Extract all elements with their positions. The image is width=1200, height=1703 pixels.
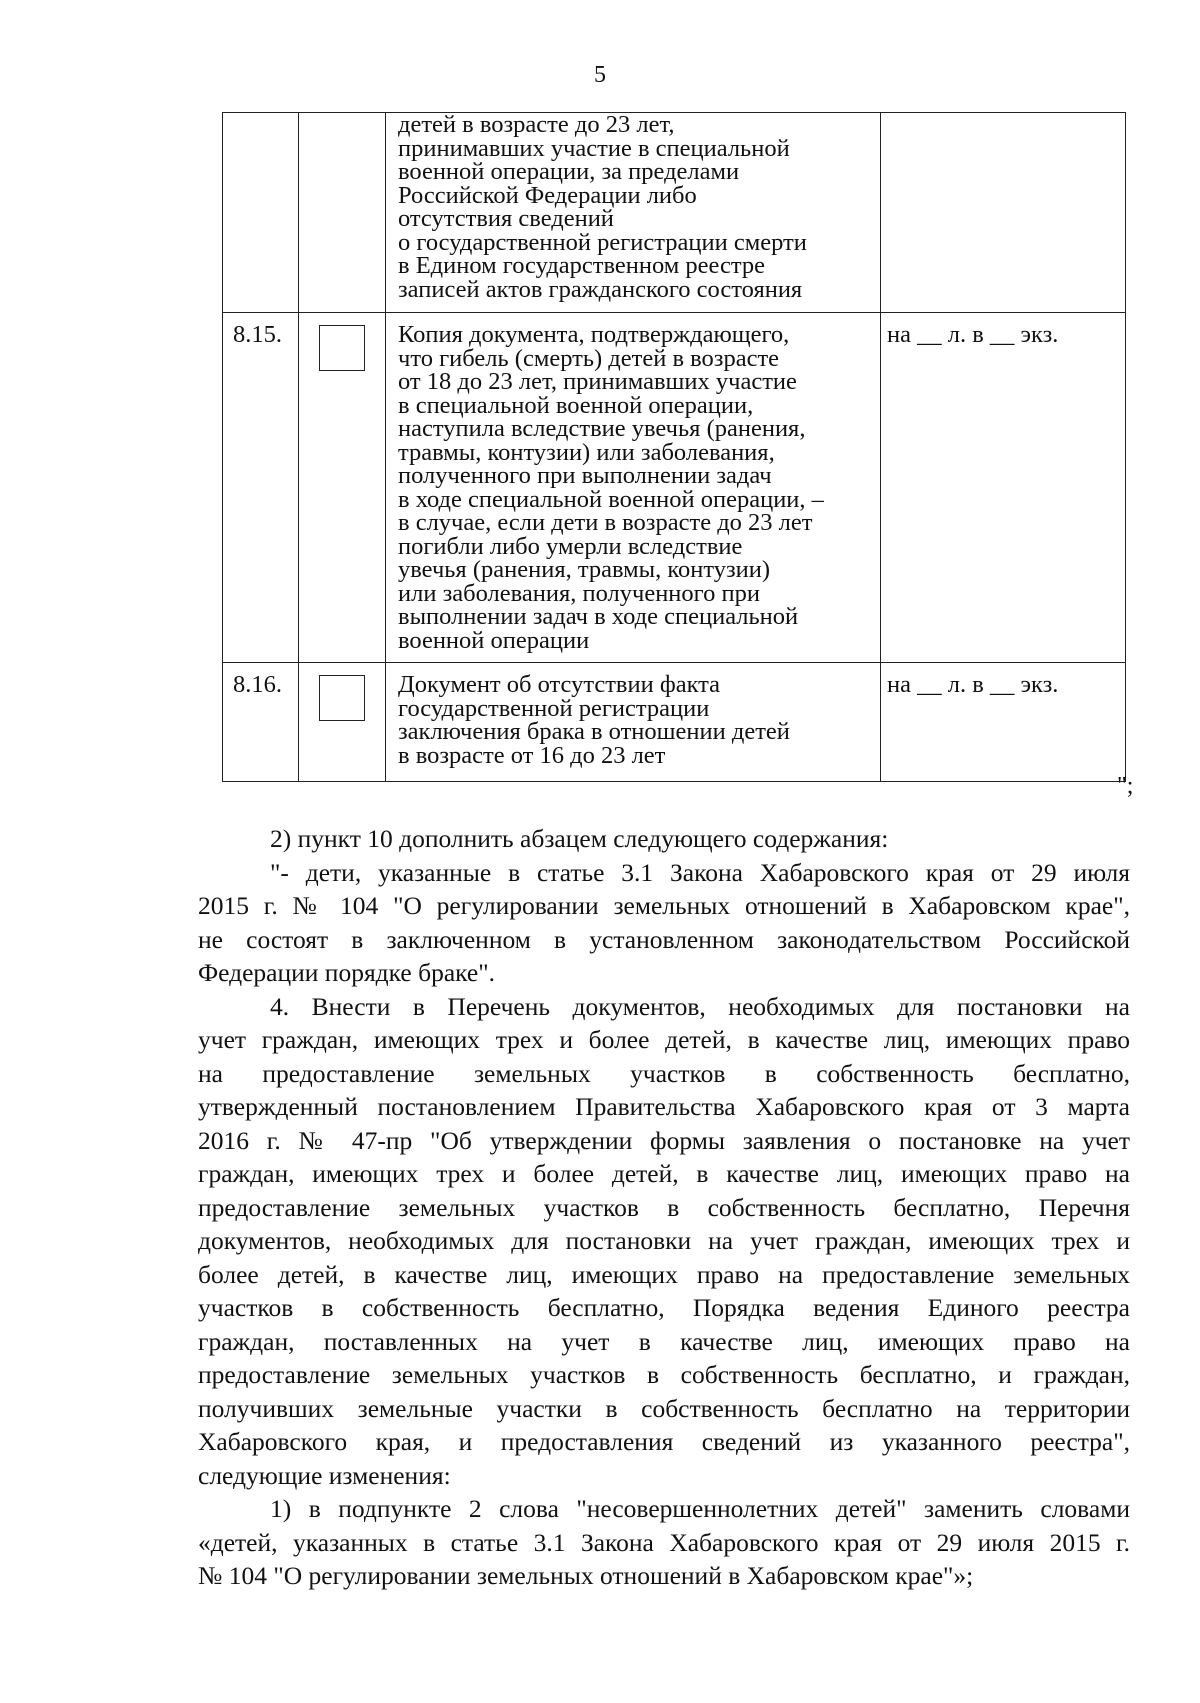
paragraph-line: на предоставление земельных участков в собственность бесплатно, bbox=[198, 1058, 1130, 1088]
amendment-text bbox=[198, 822, 1130, 1593]
paragraph-line: граждан, поставленных на учет в качестве лиц, имеющих право на bbox=[198, 1326, 1130, 1356]
paragraph-line: № 104 "О регулировании земельных отношений в Хабаровском крае"»; bbox=[198, 1561, 974, 1590]
paragraph-line: Хабаровского края, и предоставления сведений из указанного реестра", bbox=[198, 1427, 1130, 1456]
description-line: принимавших участие в специальной bbox=[398, 134, 790, 162]
document-checkbox[interactable] bbox=[319, 675, 365, 721]
paragraph-line: учет граждан, имеющих трех и более детей, в качестве лиц, имеющих право bbox=[198, 1025, 1130, 1054]
description-line: о государственной регистрации смерти bbox=[398, 228, 807, 256]
paragraph-line: граждан, имеющих трех и более детей, в качестве лиц, имеющих право на bbox=[198, 1159, 1130, 1188]
description-line: записей актов гражданского состояния bbox=[398, 275, 803, 303]
description-line: наступила вследствие увечья (ранения, bbox=[398, 415, 806, 442]
quantity-cell bbox=[881, 113, 1126, 313]
description-line: в возрасте от 16 до 23 лет bbox=[398, 741, 666, 769]
paragraph-line: 4. Внести в Перечень документов, необходимых для постановки на bbox=[270, 991, 1130, 1021]
table-row-continuation bbox=[223, 113, 1126, 313]
paragraph-line: следующие изменения: bbox=[198, 1460, 451, 1490]
description-line: или заболевания, полученного при bbox=[398, 579, 760, 607]
description-line: в специальной военной операции, bbox=[398, 391, 754, 419]
row-number: 8.15. bbox=[223, 313, 299, 663]
quantity-field: на __ л. в __ экз. bbox=[881, 313, 1126, 663]
description-line: увечья (ранения, травмы, контузии) bbox=[398, 556, 771, 583]
paragraph-line: получивших земельные участки в собственность бесплатно на территории bbox=[198, 1393, 1130, 1423]
description-line: отсутствия сведений bbox=[398, 205, 614, 232]
document-description bbox=[386, 113, 881, 313]
checkbox-cell bbox=[299, 113, 386, 313]
document-description bbox=[386, 313, 881, 663]
paragraph-line: 2) пункт 10 дополнить абзацем следующего содержания: bbox=[270, 824, 889, 853]
description-line: заключения брака в отношении детей bbox=[398, 718, 790, 745]
paragraph-line: не состоят в заключенном в установленном законодательством Российской bbox=[198, 924, 1130, 954]
documents-table bbox=[222, 112, 1126, 782]
row-number: 8.16. bbox=[223, 663, 299, 782]
quantity-field: на __ л. в __ экз. bbox=[881, 663, 1126, 782]
paragraph-line: Федерации порядке браке". bbox=[198, 958, 495, 987]
closing-quote-mark: "; bbox=[1117, 773, 1134, 799]
description-line: в Едином государственном реестре bbox=[398, 252, 766, 279]
description-line: выполнении задач в ходе специальной bbox=[398, 603, 799, 630]
description-line: военной операции bbox=[398, 626, 590, 654]
checkbox-cell bbox=[299, 663, 386, 782]
description-line: от 18 до 23 лет, принимавших участие bbox=[398, 368, 797, 395]
description-line: Документ об отсутствии факта bbox=[398, 671, 721, 698]
description-line: военной операции, за пределами bbox=[398, 158, 740, 185]
paragraph-line: 2016 г. № 47-пр "Об утверждении формы заявления о постановке на учет bbox=[198, 1125, 1130, 1155]
description-line: травмы, контузии) или заболевания, bbox=[398, 438, 775, 466]
description-line: в ходе специальной военной операции, – bbox=[398, 485, 824, 513]
description-line: что гибель (смерть) детей в возрасте bbox=[398, 344, 780, 372]
paragraph-line: 2015 г. № 104 "О регулировании земельных отношений в Хабаровском крае", bbox=[198, 891, 1130, 920]
paragraph-line: участков в собственность бесплатно, Порядка ведения Единого реестра bbox=[198, 1293, 1130, 1322]
description-line: погибли либо умерли вследствие bbox=[398, 532, 743, 560]
row-number-cell bbox=[223, 113, 299, 313]
document-description bbox=[386, 663, 881, 782]
description-line: Российской Федерации либо bbox=[398, 181, 697, 209]
paragraph-line: утвержденный постановлением Правительства Хабаровского края от 3 марта bbox=[198, 1092, 1130, 1121]
paragraph-line: «детей, указанных в статье 3.1 Закона Хабаровского края от 29 июля 2015 г. bbox=[198, 1527, 1130, 1557]
description-line: полученного при выполнении задач bbox=[398, 462, 772, 489]
page-number: 5 bbox=[594, 62, 606, 88]
description-line: в случае, если дети в возрасте до 23 лет bbox=[398, 509, 813, 536]
paragraph-line: предоставление земельных участков в собственность бесплатно, Перечня bbox=[198, 1192, 1130, 1222]
paragraph-line: более детей, в качестве лиц, имеющих право на предоставление земельных bbox=[198, 1259, 1130, 1289]
document-checkbox[interactable] bbox=[319, 325, 365, 371]
table-row-8-15 bbox=[223, 313, 1126, 663]
paragraph-line: "- дети, указанные в статье 3.1 Закона Хабаровского края от 29 июля bbox=[270, 857, 1130, 887]
paragraph-line: 1) в подпункте 2 слова "несовершеннолетних детей" заменить словами bbox=[270, 1494, 1130, 1523]
description-line: детей в возрасте до 23 лет, bbox=[398, 111, 675, 138]
table-row-8-16 bbox=[223, 663, 1126, 782]
description-line: Копия документа, подтверждающего, bbox=[398, 321, 790, 348]
paragraph-line: предоставление земельных участков в собственность бесплатно, и граждан, bbox=[198, 1360, 1130, 1389]
paragraph-line: документов, необходимых для постановки на учет граждан, имеющих трех и bbox=[198, 1226, 1130, 1255]
checkbox-cell bbox=[299, 313, 386, 663]
description-line: государственной регистрации bbox=[398, 694, 710, 722]
